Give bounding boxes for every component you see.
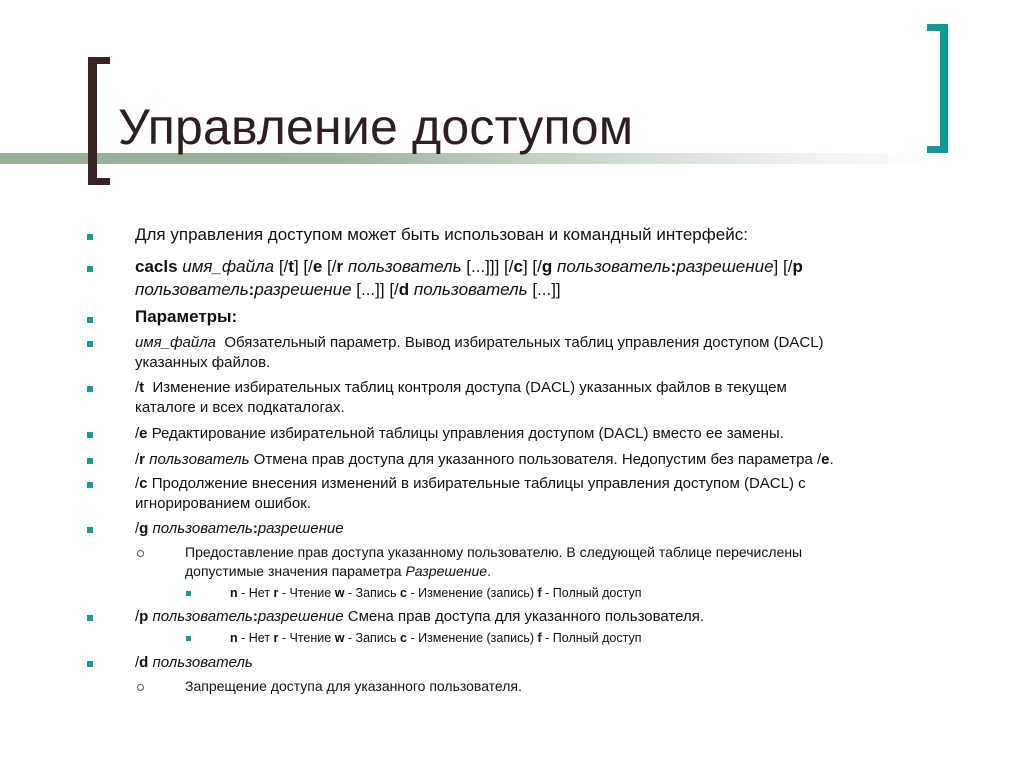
bullet-square-icon [87, 432, 93, 438]
param-filename-line-2: указанных файлов. [135, 354, 271, 371]
syntax-line-1: cacls имя_файла [/t] [/e [/r пользователь [...]]] [/c] [/g пользователь:разрешение] [/p [135, 257, 803, 276]
param-p-permissions: n - Нет r - Чтение w - Запись c - Изменение (запись) f - Полный доступ [230, 631, 642, 645]
param-filename-line-1: имя_файла Обязательный параметр. Вывод избирательных таблиц управления доступом (DACL) [135, 334, 824, 351]
bullet-square-icon [87, 661, 93, 667]
slide-title: Управление доступом [118, 99, 634, 155]
param-d-desc: Запрещение доступа для указанного пользователя. [185, 678, 522, 694]
bullet-square-icon [87, 458, 93, 464]
bullet-square-icon [87, 527, 93, 533]
bullet-square-icon [87, 317, 93, 323]
bullet-square-icon [87, 234, 93, 240]
bullet-square-icon [87, 386, 93, 392]
param-g-permissions: n - Нет r - Чтение w - Запись c - Изменение (запись) f - Полный доступ [230, 586, 642, 600]
params-heading: Параметры: [135, 307, 238, 326]
syntax-line-2: пользователь:разрешение [...]] [/d пользователь [...]] [135, 280, 561, 299]
bullet-square-icon [186, 591, 191, 596]
bullet-circle-icon [137, 550, 144, 557]
param-g-desc-line-2: допустимые значения параметра Разрешение. [185, 563, 491, 579]
bullet-circle-icon [137, 684, 144, 691]
param-g-desc-line-1: Предоставление прав доступа указанному пользователю. В следующей таблице перечислены [185, 544, 803, 560]
param-t-line-1: /t Изменение избирательных таблиц контроля доступа (DACL) указанных файлов в текущем [135, 379, 787, 396]
param-t-line-2: каталоге и всех подкаталогах. [135, 399, 345, 416]
bullet-square-icon [87, 341, 93, 347]
bullet-square-icon [87, 482, 93, 488]
left-bracket-decoration [88, 57, 110, 185]
param-c-line-2: игнорированием ошибок. [135, 495, 311, 512]
param-c-line-1: /c Продолжение внесения изменений в избирательные таблицы управления доступом (DACL) с [135, 475, 806, 492]
param-e: /e Редактирование избирательной таблицы управления доступом (DACL) вместо ее замены. [135, 425, 784, 442]
param-p: /p пользователь:разрешение Смена прав доступа для указанного пользователя. [135, 608, 705, 625]
param-g: /g пользователь:разрешение [135, 520, 344, 537]
param-d: /d пользователь [135, 654, 253, 671]
param-r: /r пользователь Отмена прав доступа для указанного пользователя. Недопустим без параметра /e. [135, 451, 834, 468]
bullet-square-icon [87, 615, 93, 621]
right-bracket-decoration [927, 24, 948, 153]
bullet-square-icon [87, 266, 93, 272]
intro-text: Для управления доступом может быть использован и командный интерфейс: [135, 225, 748, 244]
bullet-square-icon [186, 636, 191, 641]
